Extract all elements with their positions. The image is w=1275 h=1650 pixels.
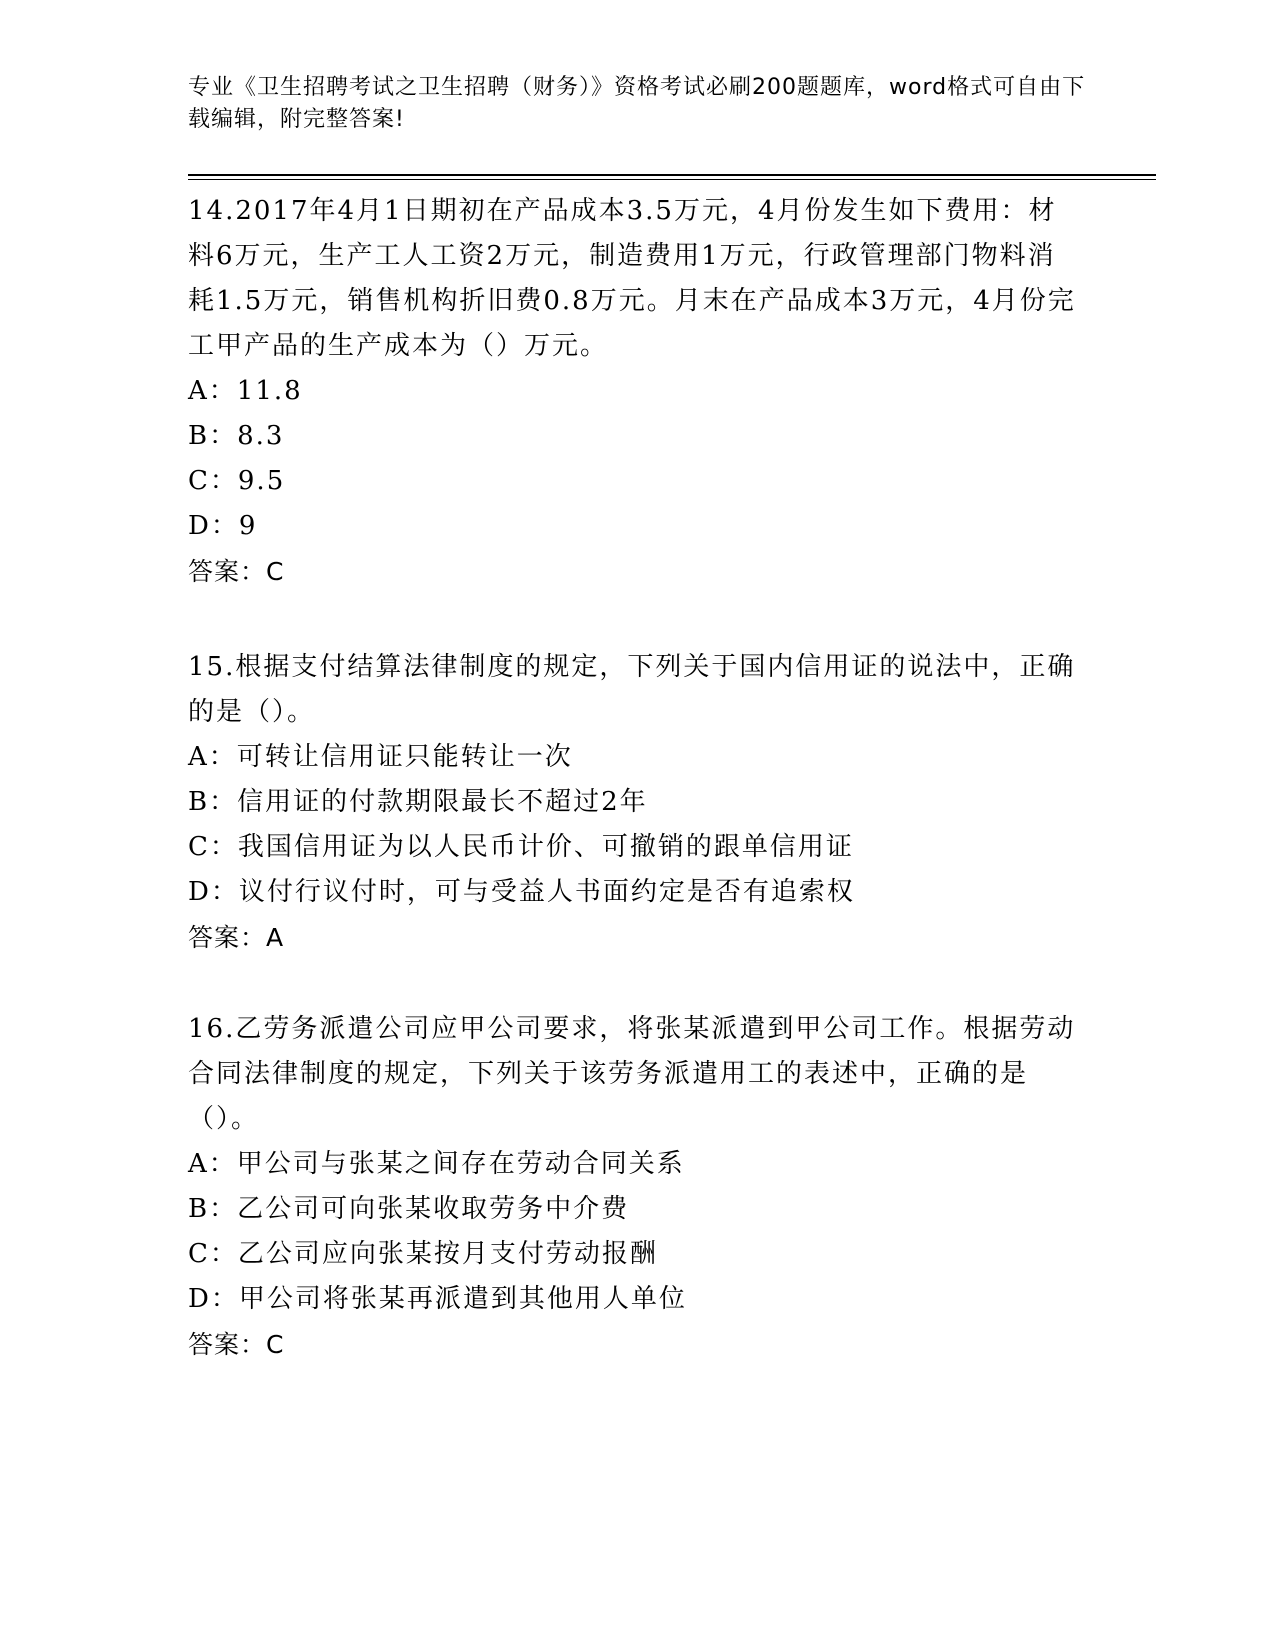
answer: 答案：C — [188, 1330, 285, 1359]
question-text: 16.乙劳务派遣公司应甲公司要求，将张某派遣到甲公司工作。根据劳动合同法律制度的规定，下列关于该劳务派遣用工的表述中，正确的是（）。 — [188, 1014, 1076, 1134]
question-15 — [188, 645, 1078, 960]
option-b: B：乙公司可向张某收取劳务中介费 — [188, 1194, 630, 1224]
option-c: C：9.5 — [188, 466, 286, 496]
option-d: D：甲公司将张某再派遣到其他用人单位 — [188, 1284, 687, 1314]
option-b: B：信用证的付款期限最长不超过2年 — [188, 787, 648, 817]
answer: 答案：A — [188, 923, 285, 952]
question-text: 14.2017年4月1日期初在产品成本3.5万元，4月份发生如下费用：材料6万元，生产工人工资2万元，制造费用1万元，行政管理部门物料消耗1.5万元，销售机构折旧费0.8万元。月末在产品成本3万元，4月份完工甲产品的生产成本为（）万元。 — [188, 196, 1076, 361]
option-d: D：9 — [188, 511, 258, 541]
option-c: C：乙公司应向张某按月支付劳动报酬 — [188, 1239, 658, 1269]
header-title: 专业《卫生招聘考试之卫生招聘（财务）》资格考试必刷200题题库，word格式可自由下载编辑，附完整答案! — [188, 75, 1086, 132]
option-a: A：可转让信用证只能转让一次 — [188, 742, 573, 772]
question-text: 15.根据支付结算法律制度的规定，下列关于国内信用证的说法中，正确的是（）。 — [188, 652, 1076, 727]
document-header — [188, 72, 1088, 136]
header-divider — [188, 174, 1156, 180]
option-c: C：我国信用证为以人民币计价、可撤销的跟单信用证 — [188, 832, 854, 862]
option-d: D：议付行议付时，可与受益人书面约定是否有追索权 — [188, 877, 855, 907]
option-a: A：甲公司与张某之间存在劳动合同关系 — [188, 1149, 685, 1179]
question-14 — [188, 189, 1078, 594]
option-a: A：11.8 — [188, 376, 303, 406]
option-b: B：8.3 — [188, 421, 285, 451]
answer: 答案：C — [188, 557, 285, 586]
question-16 — [188, 1007, 1078, 1367]
